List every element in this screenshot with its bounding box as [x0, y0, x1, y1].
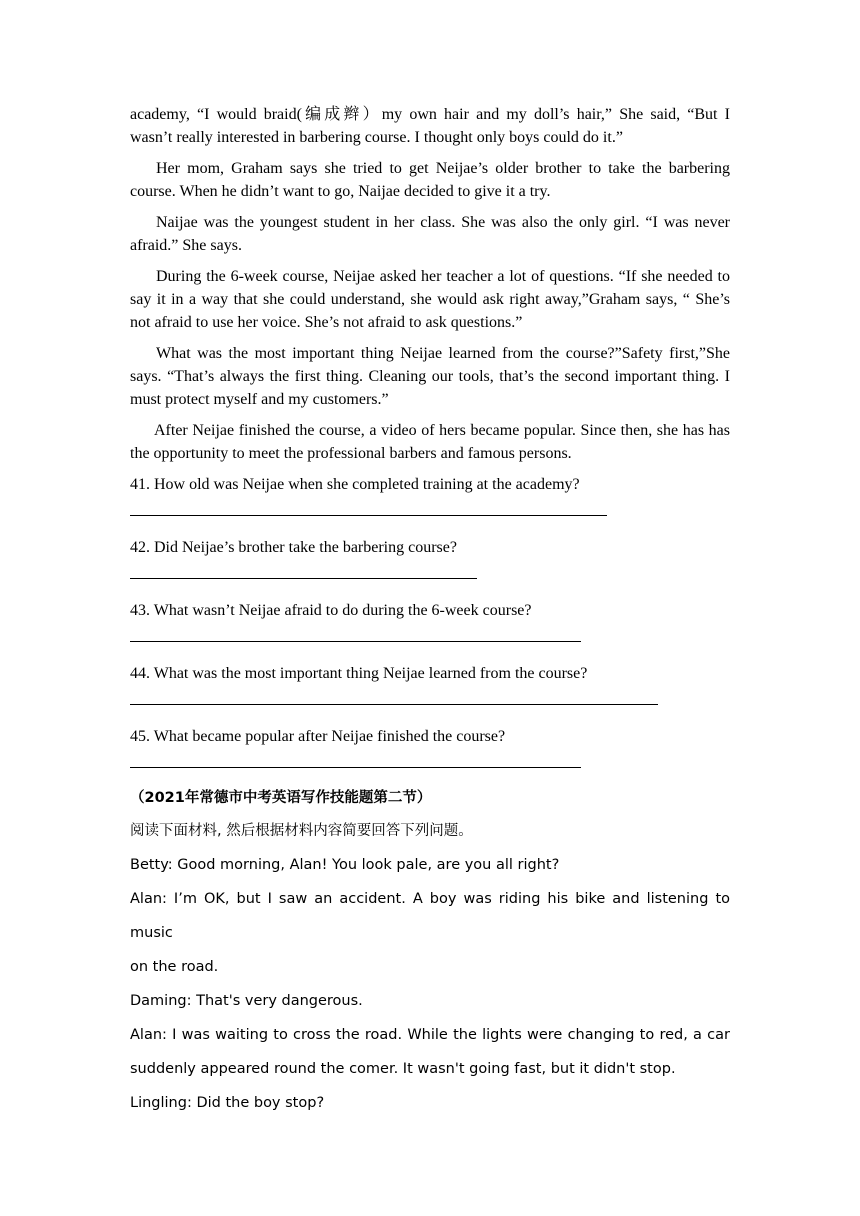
dialogue-line: Betty: Good morning, Alan! You look pale, are you all right?	[130, 857, 560, 873]
passage-line: academy, “I would braid(编成辫）my own hair and my doll’s hair,” She said, “But I	[130, 106, 730, 123]
question-item	[130, 662, 730, 705]
question-text: 42. Did Neijae’s brother take the barbering course?	[130, 539, 457, 556]
dialogue-line: Alan: I’m OK, but I saw an accident. A boy was riding his bike and listening to music	[130, 891, 730, 941]
passage-paragraph: What was the most important thing Neijae learned from the course?”Safety first,”She says. “That’s always the first thing. Cleaning our tools, that’s the second important thing. I must protect myself and my customers.”	[130, 345, 730, 408]
section-heading: （2021年常德市中考英语写作技能题第二节）	[130, 790, 432, 806]
passage-paragraph: Her mom, Graham says she tried to get Neijae’s older brother to take the barbering course. When he didn’t want to go, Naijae decided to give it a try.	[130, 160, 730, 200]
answer-line[interactable]	[130, 578, 477, 579]
section-two	[130, 782, 730, 1120]
question-text: 41. How old was Neijae when she completed training at the academy?	[130, 476, 580, 493]
answer-line[interactable]	[130, 704, 658, 705]
dialogue-line: on the road.	[130, 959, 219, 975]
passage-line: wasn’t really interested in barbering course. I thought only boys could do it.”	[130, 129, 623, 146]
answer-line[interactable]	[130, 767, 581, 768]
dialogue-line: suddenly appeared round the comer. It wasn't going fast, but it didn't stop.	[130, 1061, 676, 1077]
question-text: 44. What was the most important thing Neijae learned from the course?	[130, 665, 588, 682]
question-item	[130, 725, 730, 768]
answer-line[interactable]	[130, 515, 607, 516]
passage-paragraph: During the 6-week course, Neijae asked her teacher a lot of questions. “If she needed to say it in a way that she could understand, she would ask right away,”Graham says, “ She’s not afraid to use her voice. She’s not afraid to ask questions.”	[130, 268, 730, 331]
question-list	[130, 473, 730, 768]
question-item	[130, 536, 730, 579]
passage-paragraph: Naijae was the youngest student in her class. She was also the only girl. “I was never afraid.” She says.	[130, 214, 730, 254]
question-text: 43. What wasn’t Neijae afraid to do during the 6-week course?	[130, 602, 532, 619]
instruction-text: 阅读下面材料, 然后根据材料内容简要回答下列问题。	[130, 823, 473, 839]
document-page	[130, 103, 730, 1120]
reading-passage	[130, 103, 730, 768]
question-text: 45. What became popular after Neijae finished the course?	[130, 728, 506, 745]
answer-line[interactable]	[130, 641, 581, 642]
question-item	[130, 599, 730, 642]
passage-paragraph: After Neijae finished the course, a video of hers became popular. Since then, she has has the opportunity to meet the professional barbers and famous persons.	[130, 422, 730, 462]
dialogue-line: Lingling: Did the boy stop?	[130, 1095, 325, 1111]
dialogue-line: Daming: That's very dangerous.	[130, 993, 363, 1009]
dialogue-line: Alan: I was waiting to cross the road. While the lights were changing to red, a car	[130, 1027, 730, 1043]
question-item	[130, 473, 730, 516]
